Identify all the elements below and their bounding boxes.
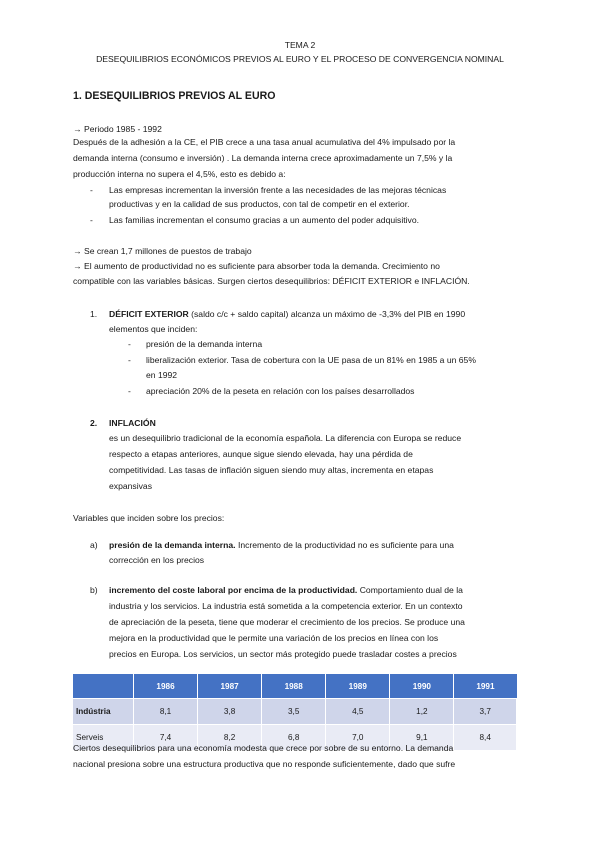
table-row	[73, 699, 517, 725]
intro-paragraph-line: demanda interna (consumo e inversión) . La demanda interna crece aproximadamente un 7,5% y la	[73, 153, 453, 163]
tema-label: TEMA 2	[284, 40, 316, 50]
sub-bullet-text: liberalización exterior. Tasa de cobertura con la UE pasa de un 81% en 1985 a un 65%	[146, 355, 476, 365]
arrow-line: → El aumento de productividad no es suficiente para absorber toda la demanda. Crecimiento no	[73, 261, 440, 271]
table-cell: 3,5	[262, 699, 326, 725]
variable-a-rest: Incremento de la productividad no es suficiente para una	[235, 540, 454, 550]
item-2-line: respecto a etapas anteriores, aunque sigue siendo elevada, hay una pérdida de	[109, 449, 413, 459]
document-subtitle: DESEQUILIBRIOS ECONÓMICOS PREVIOS AL EURO Y EL PROCESO DE CONVERGENCIA NOMINAL	[96, 54, 504, 64]
item-1-title: DÉFICIT EXTERIOR	[109, 309, 189, 319]
table-cell: 8,2	[198, 725, 262, 751]
section-heading: 1. DESEQUILIBRIOS PREVIOS AL EURO	[73, 90, 276, 102]
table-row-label: Serveis	[73, 725, 134, 751]
bullet-dash: -	[90, 215, 93, 225]
item-2-title: INFLACIÓN	[109, 418, 156, 428]
table-header-cell: 1987	[198, 674, 262, 699]
variables-intro: Variables que inciden sobre los precios:	[73, 513, 225, 523]
arrow-line: compatible con las variables básicas. Surgen ciertos desequilibrios: DÉFICIT EXTERIOR e INFLACIÓN.	[73, 276, 470, 286]
table-header-cell: 1986	[134, 674, 198, 699]
bullet-dash: -	[90, 185, 93, 195]
variable-a-line2: corrección en los precios	[109, 555, 205, 565]
table-header-cell: 1990	[390, 674, 454, 699]
table-cell: 7,4	[134, 725, 198, 751]
sub-bullet-dash: -	[128, 339, 131, 349]
sub-bullet-dash: -	[128, 355, 131, 365]
closing-line: nacional presiona sobre una estructura productiva que no responde suficientemente, dado que sufre	[73, 759, 456, 769]
item-number: 2.	[90, 418, 98, 428]
variable-label: a)	[90, 540, 98, 550]
bullet-text: productivas y en la calidad de sus productos, con tal de competir en el exterior.	[109, 199, 410, 209]
variable-b-line: mejora en la productividad que le permite una variación de los precios en línea con los	[109, 633, 439, 643]
table-header-cell	[73, 674, 134, 699]
table-cell: 7,0	[326, 725, 390, 751]
item-1-rest: (saldo c/c + saldo capital) alcanza un máximo de -3,3% del PIB en 1990	[188, 309, 466, 319]
table-cell: 4,5	[326, 699, 390, 725]
item-2-line: expansivas	[109, 481, 152, 491]
table-cell: 1,2	[390, 699, 454, 725]
variable-a-bold: presión de la demanda interna.	[109, 540, 236, 550]
table-header-row	[73, 674, 517, 699]
arrow-line: → Se crean 1,7 millones de puestos de trabajo	[73, 246, 252, 256]
closing-line: Ciertos desequilibrios para una economía modesta que crece por sobre de su entorno. La demanda	[73, 743, 454, 753]
table-header-cell: 1991	[454, 674, 517, 699]
variable-b-line: precios en Europa. Los servicios, un sector más protegido puede trasladar costes a precios	[109, 649, 457, 659]
table-cell: 6,8	[262, 725, 326, 751]
item-1-line2: elementos que inciden:	[109, 324, 198, 334]
sub-bullet-text: en 1992	[146, 370, 178, 380]
variable-b-line	[109, 585, 463, 596]
price-variation-table	[73, 674, 517, 750]
table-cell: 8,1	[134, 699, 198, 725]
sub-bullet-dash: -	[128, 386, 131, 396]
bullet-text: Las empresas incrementan la inversión frente a las necesidades de las mejoras técnicas	[109, 185, 447, 195]
table-cell: 8,4	[454, 725, 517, 751]
sub-bullet-text: apreciación 20% de la peseta en relación con los países desarrollados	[146, 386, 415, 396]
variable-b-rest: Comportamiento dual de la	[357, 585, 463, 595]
item-2-line: competitividad. Las tasas de inflación siguen siendo muy altas, incrementa en etapas	[109, 465, 434, 475]
variable-b-line: de apreciación de la peseta, tiene que moderar el crecimiento de los precios. Se produce una	[109, 617, 465, 627]
table-cell: 9,1	[390, 725, 454, 751]
variable-b-bold: incremento del coste laboral por encima de la productividad.	[109, 585, 358, 595]
table-row-label: Indústria	[73, 699, 134, 725]
bullet-text: Las familias incrementan el consumo gracias a un aumento del poder adquisitivo.	[109, 215, 420, 225]
periodo-line: → Periodo 1985 - 1992	[73, 124, 162, 134]
table-header-cell: 1988	[262, 674, 326, 699]
intro-paragraph-line: producción interna no supera el 4,5%, esto es debido a:	[73, 169, 286, 179]
table-cell: 3,8	[198, 699, 262, 725]
variable-b-line: industria y los servicios. La industria está sometida a la competencia exterior. En un contexto	[109, 601, 463, 611]
variable-label: b)	[90, 585, 98, 595]
sub-bullet-text: presión de la demanda interna	[146, 339, 263, 349]
item-number: 1.	[90, 309, 98, 319]
intro-paragraph-line: Después de la adhesión a la CE, el PIB crece a una tasa anual acumulativa del 4% impulsado por la	[73, 137, 456, 147]
item-1-line	[109, 309, 465, 320]
table-header-cell: 1989	[326, 674, 390, 699]
variable-a-line	[109, 540, 454, 551]
table-cell: 3,7	[454, 699, 517, 725]
item-2-line: es un desequilibrio tradicional de la economía española. La diferencia con Europa se reduce	[109, 433, 462, 443]
